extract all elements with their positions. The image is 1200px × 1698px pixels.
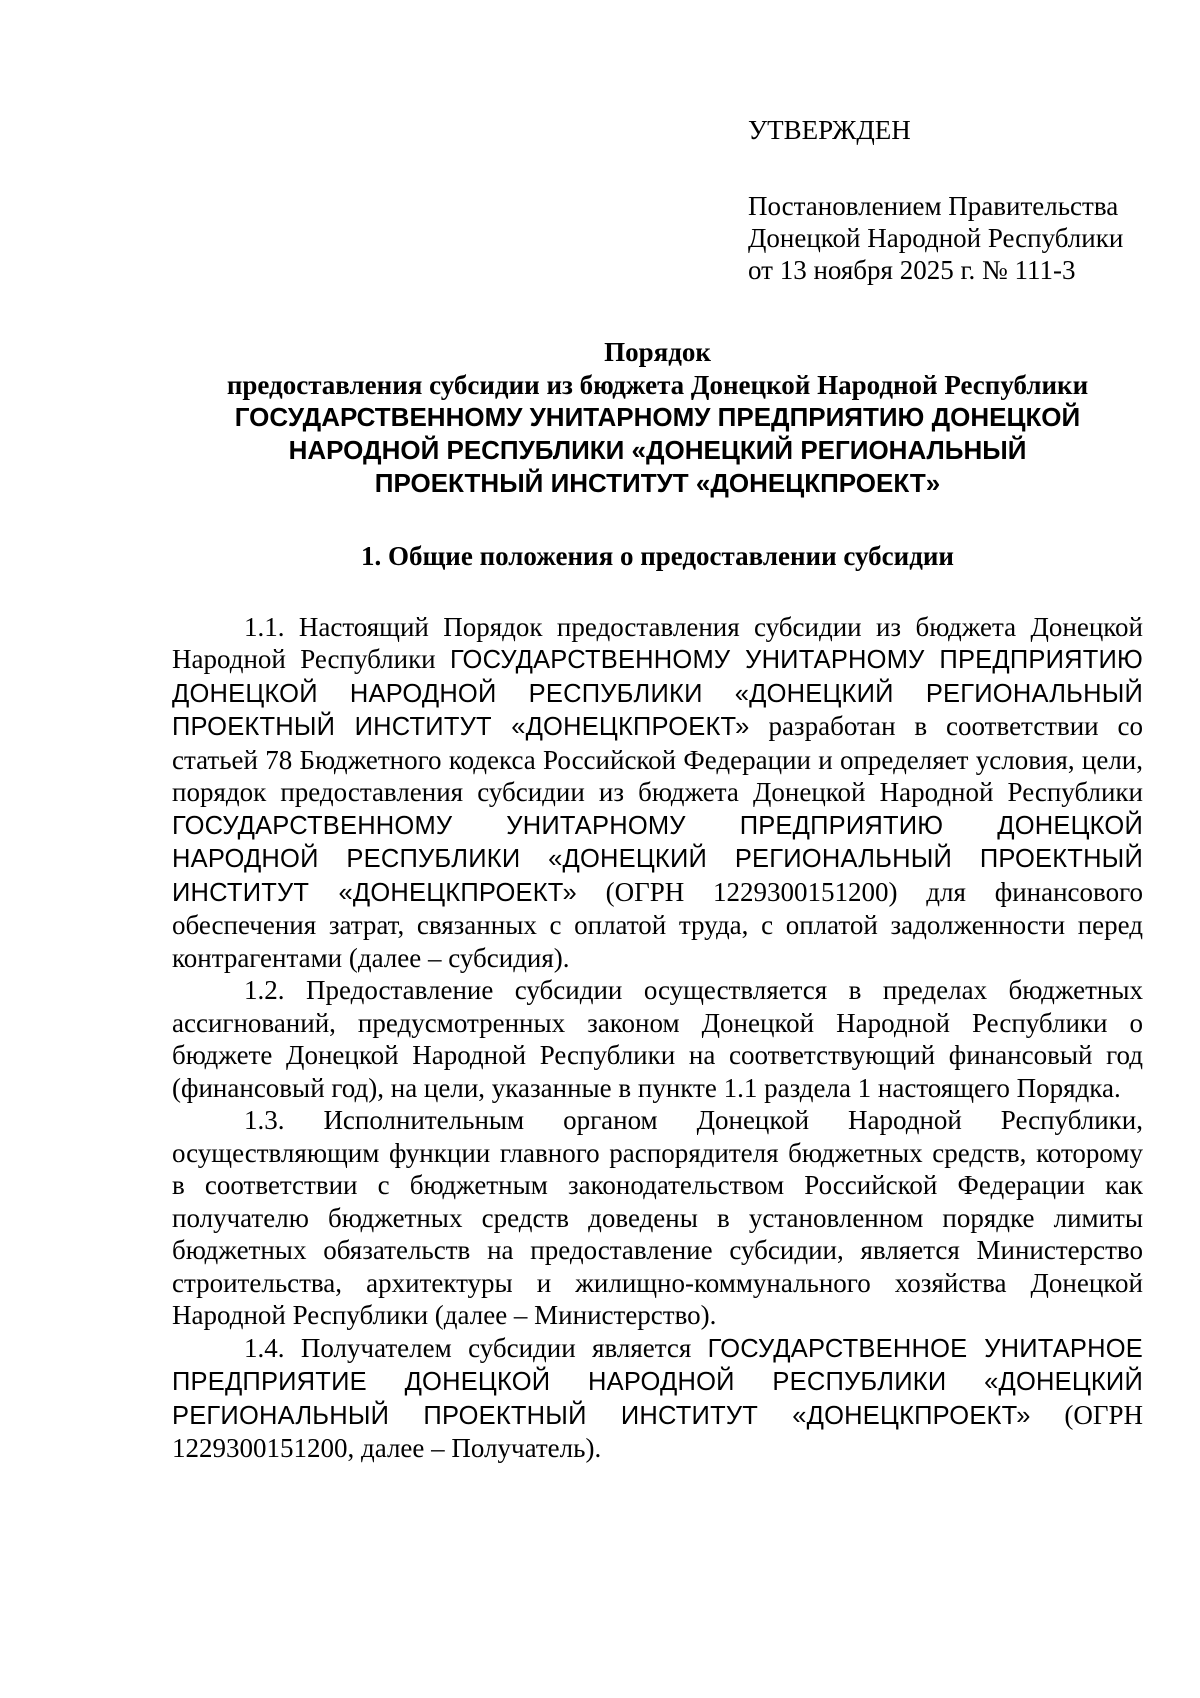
paragraph-1-3: 1.3. Исполнительным органом Донецкой Народной Республики, осуществляющим функции главного распорядителя бюджетных средств, которому в соответствии с бюджетным законодательством Российской Федерации как получателю бюджетных средств доведены в установленном порядке лимиты бюджетных обязательств на предоставление субсидии, является Министерство строительства, архитектуры и жилищно-коммунального хозяйства Донецкой Народной Республики (далее – Министерство). <box>172 1105 1143 1330</box>
title-line-1: Порядок <box>604 337 711 367</box>
paragraph-1-2: 1.2. Предоставление субсидии осуществляется в пределах бюджетных ассигнований, предусмотренных законом Донецкой Народной Республики о бюджете Донецкой Народной Республики на соответствующий финансовый год (финансовый год), на цели, указанные в пункте 1.1 раздела 1 настоящего Порядка. <box>172 975 1143 1103</box>
approval-stamp-text: УТВЕРЖДЕН <box>748 115 911 145</box>
p1-org-name-2: ГОСУДАРСТВЕННОМУ УНИТАРНОМУ ПРЕДПРИЯТИЮ ДОНЕЦКОЙ НАРОДНОЙ РЕСПУБЛИКИ «ДОНЕЦКИЙ РЕГИОНАЛЬНЫЙ ПРОЕКТНЫЙ ИНСТИТУТ «ДОНЕЦКПРОЕКТ» <box>172 811 1143 907</box>
p1-text-c: разработан в соответствии со статьей 78 Бюджетного кодекса Российской Федерации и определяет условия, цели, порядок предоставления субсидии из бюджета Донецкой Народной Республики <box>172 711 1143 807</box>
document-body <box>172 336 1143 1465</box>
paragraph-1-1 <box>172 611 1143 975</box>
paragraph-1-4 <box>172 1332 1143 1465</box>
section-heading: 1. Общие положения о предоставлении субсидии <box>361 541 954 571</box>
p4-text-a: 1.4. Получателем субсидии является <box>244 1332 708 1363</box>
title-line-4: НАРОДНОЙ РЕСПУБЛИКИ «ДОНЕЦКИЙ РЕГИОНАЛЬНЫЙ <box>288 435 1027 465</box>
p1-org-name-1: ГОСУДАРСТВЕННОМУ УНИТАРНОМУ ПРЕДПРИЯТИЮ ДОНЕЦКОЙ НАРОДНОЙ РЕСПУБЛИКИ «ДОНЕЦКИЙ РЕГИОНАЛЬНЫЙ ПРОЕКТНЫЙ ИНСТИТУТ «ДОНЕЦКПРОЕКТ» <box>172 646 1143 741</box>
title-line-5: ПРОЕКТНЫЙ ИНСТИТУТ «ДОНЕЦКПРОЕКТ» <box>374 468 941 498</box>
p1-text-a: 1.1. Настоящий Порядок предоставления субсидии из бюджета Донецкой Народной Республики <box>172 611 1143 674</box>
approval-by-line-2: Донецкой Народной Республики <box>748 223 1124 253</box>
title-line-3: ГОСУДАРСТВЕННОМУ УНИТАРНОМУ ПРЕДПРИЯТИЮ ДОНЕЦКОЙ <box>234 402 1081 432</box>
p1-text-e: (ОГРН 1229300151200) для финансового обеспечения затрат, связанных с оплатой труда, с оплатой задолженности перед контрагентами (далее – субсидия). <box>172 876 1144 973</box>
p4-org-name: ГОСУДАРСТВЕННОЕ УНИТАРНОЕ ПРЕДПРИЯТИЕ ДОНЕЦКОЙ НАРОДНОЙ РЕСПУБЛИКИ «ДОНЕЦКИЙ РЕГИОНАЛЬНЫЙ ПРОЕКТНЫЙ ИНСТИТУТ «ДОНЕЦКПРОЕКТ» <box>172 1334 1143 1430</box>
p4-text-c: (ОГРН 1229300151200, далее – Получатель). <box>172 1399 1143 1463</box>
title-line-2: предоставления субсидии из бюджета Донецкой Народной Республики <box>226 369 1089 400</box>
approval-by-line-1: Постановлением Правительства <box>748 191 1119 221</box>
approval-block <box>748 114 1168 286</box>
document-title <box>172 336 1143 500</box>
approval-by-line-3: от 13 ноября 2025 г. № 111-3 <box>748 255 1076 285</box>
